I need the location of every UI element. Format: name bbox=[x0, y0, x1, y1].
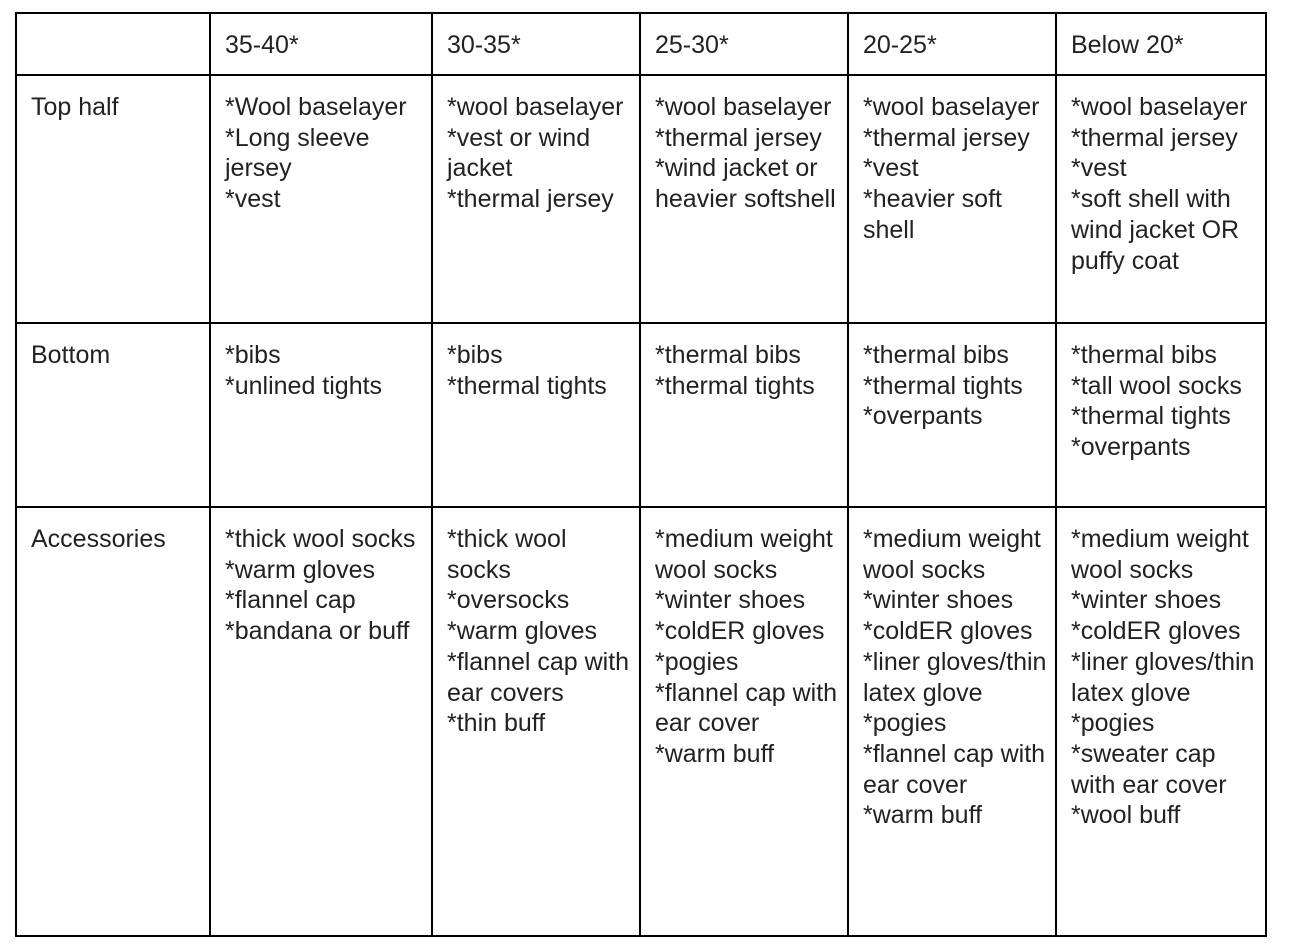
table-cell: *wool baselayer *vest or wind jacket *thermal jersey bbox=[432, 75, 640, 323]
table-cell: *bibs *unlined tights bbox=[210, 323, 432, 507]
table-cell: *thick wool socks *oversocks *warm gloves *flannel cap with ear covers *thin buff bbox=[432, 507, 640, 936]
table-cell: *bibs *thermal tights bbox=[432, 323, 640, 507]
table-cell: *medium weight wool socks *winter shoes *coldER gloves *liner gloves/thin latex glove *pogies *sweater cap with ear cover *wool buff bbox=[1056, 507, 1266, 936]
table-cell: *thermal bibs *thermal tights bbox=[640, 323, 848, 507]
table-row-bottom bbox=[16, 323, 1266, 507]
table-cell: *thermal bibs *tall wool socks *thermal tights *overpants bbox=[1056, 323, 1266, 507]
row-label-top-half: Top half bbox=[16, 75, 210, 323]
table-row-accessories bbox=[16, 507, 1266, 936]
clothing-temperature-table bbox=[15, 12, 1267, 937]
header-cell-25-30: 25-30* bbox=[640, 13, 848, 75]
table-cell: *wool baselayer *thermal jersey *wind jacket or heavier softshell bbox=[640, 75, 848, 323]
table-cell: *medium weight wool socks *winter shoes *coldER gloves *liner gloves/thin latex glove *pogies *flannel cap with ear cover *warm buff bbox=[848, 507, 1056, 936]
header-row bbox=[16, 13, 1266, 75]
table-cell: *thick wool socks *warm gloves *flannel cap *bandana or buff bbox=[210, 507, 432, 936]
header-cell-20-25: 20-25* bbox=[848, 13, 1056, 75]
header-cell-empty bbox=[16, 13, 210, 75]
header-cell-below-20: Below 20* bbox=[1056, 13, 1266, 75]
row-label-bottom: Bottom bbox=[16, 323, 210, 507]
header-cell-35-40: 35-40* bbox=[210, 13, 432, 75]
table-cell: *wool baselayer *thermal jersey *vest *soft shell with wind jacket OR puffy coat bbox=[1056, 75, 1266, 323]
table-cell: *Wool baselayer *Long sleeve jersey *vest bbox=[210, 75, 432, 323]
table-cell: *thermal bibs *thermal tights *overpants bbox=[848, 323, 1056, 507]
table-cell: *wool baselayer *thermal jersey *vest *heavier soft shell bbox=[848, 75, 1056, 323]
row-label-accessories: Accessories bbox=[16, 507, 210, 936]
table-cell: *medium weight wool socks *winter shoes *coldER gloves *pogies *flannel cap with ear cover *warm buff bbox=[640, 507, 848, 936]
table-row-top-half bbox=[16, 75, 1266, 323]
header-cell-30-35: 30-35* bbox=[432, 13, 640, 75]
